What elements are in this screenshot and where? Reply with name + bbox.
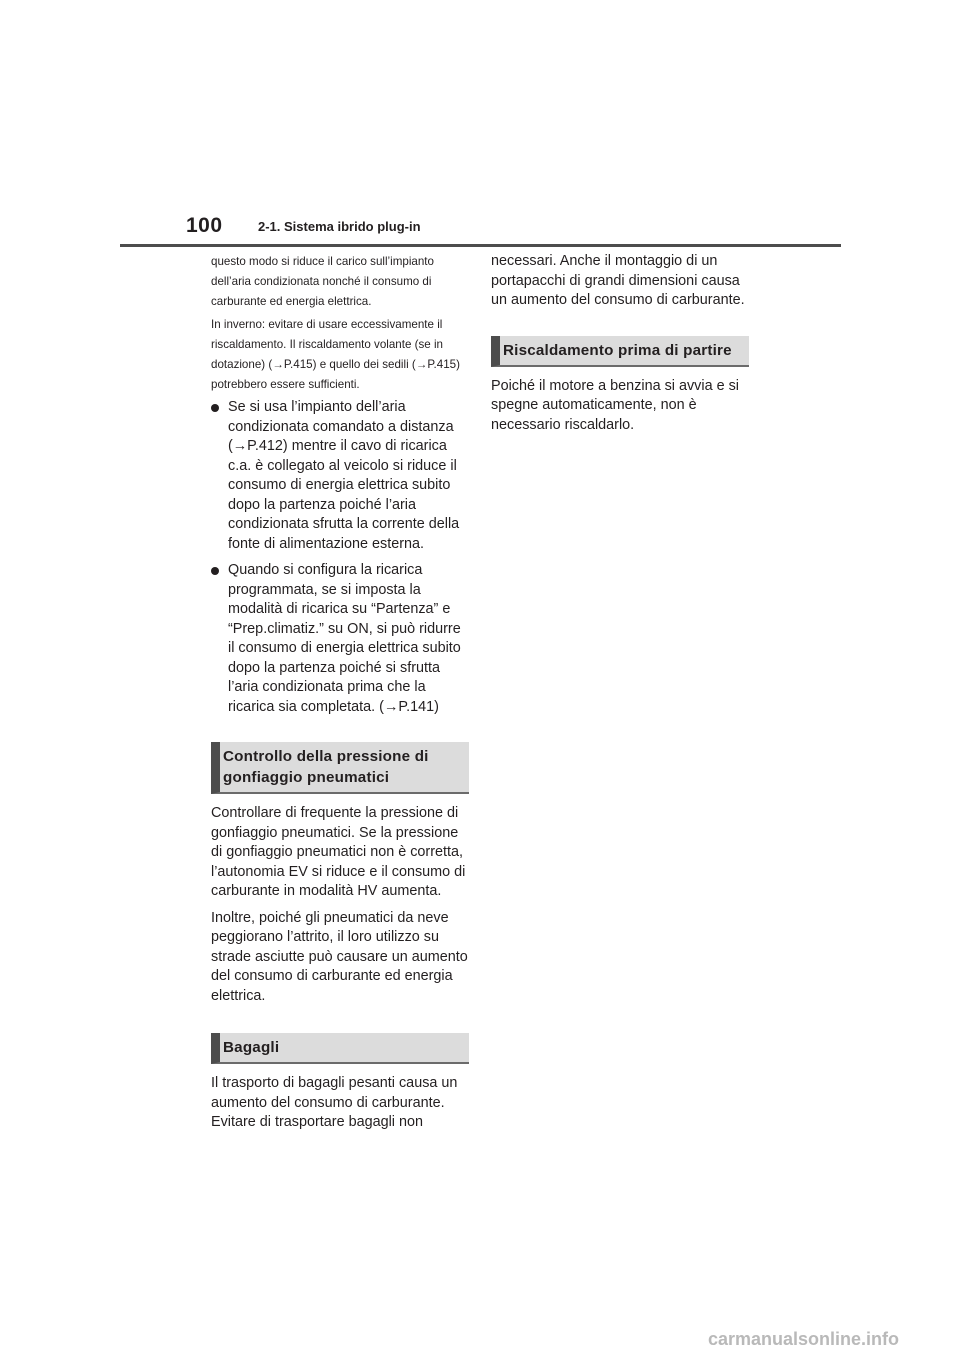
header-divider bbox=[120, 244, 841, 247]
bullet-scheduled-charging bbox=[211, 561, 469, 717]
section-title: 2-1. Sistema ibrido plug-in bbox=[258, 219, 421, 234]
bullet-dot-icon bbox=[211, 404, 219, 412]
bullet-dot-icon bbox=[211, 567, 219, 575]
heading-luggage: Bagagli bbox=[211, 1033, 469, 1064]
note-winter-heating: In inverno: evitare di usare eccessivamente il riscaldamento. Il riscaldamento volante (se in dotazione) (→P.415) e quello dei sedili (→P.415) potrebbero essere sufficienti. bbox=[211, 318, 460, 391]
warm-up-paragraph: Poiché il motore a benzina si avvia e si spegne automaticamente, non è necessario riscaldarlo. bbox=[491, 377, 739, 433]
luggage-paragraph: Il trasporto di bagagli pesanti causa un aumento del consumo di carburante. Evitare di trasportare bagagli non bbox=[211, 1075, 458, 1130]
page-number: 100 bbox=[186, 214, 223, 237]
heading-tire-pressure: Controllo della pressione di gonfiaggio pneumatici bbox=[211, 742, 469, 794]
heading-warm-up: Riscaldamento prima di partire bbox=[491, 336, 749, 367]
right-column bbox=[491, 252, 749, 442]
tire-paragraph-1: Controllare di frequente la pressione di gonfiaggio pneumatici. Se la pressione di gonfiaggio pneumatici non è corretta, l’autonomia EV si riduce e il consumo di carburante in modalità HV aumenta. bbox=[211, 805, 466, 899]
note-aircon-load: questo modo si riduce il carico sull’impianto dell’aria condizionata nonché il consumo di carburante ed energia elettrica. bbox=[211, 255, 434, 308]
bullet-text: Quando si configura la ricarica programmata, se si imposta la modalità di ricarica su “Partenza” e “Prep.climatiz.” su ON, si può ridurre il consumo di energia elettrica subito dopo la partenza poiché si sfrutta l’aria condizionata prima che la ricarica sia completata. (→P.141) bbox=[228, 562, 461, 715]
left-column bbox=[211, 252, 469, 1140]
luggage-paragraph-continued: necessari. Anche il montaggio di un portapacchi di grandi dimensioni causa un aumento del consumo di carburante. bbox=[491, 253, 745, 308]
tire-paragraph-2: Inoltre, poiché gli pneumatici da neve peggiorano l’attrito, il loro utilizzo su strade asciutte può causare un aumento del consumo di carburante ed energia elettrica. bbox=[211, 909, 468, 1004]
bullet-text: Se si usa l’impianto dell’aria condizionata comandato a distanza (→P.412) mentre il cavo di ricarica c.a. è collegato al veicolo si riduce il consumo di energia elettrica subito dopo la partenza poiché l’aria condizionata sfrutta la corrente della fonte di alimentazione esterna. bbox=[228, 399, 460, 552]
bullet-remote-aircon bbox=[211, 398, 469, 554]
watermark-logo: carmanualsonline.info bbox=[708, 1329, 900, 1349]
